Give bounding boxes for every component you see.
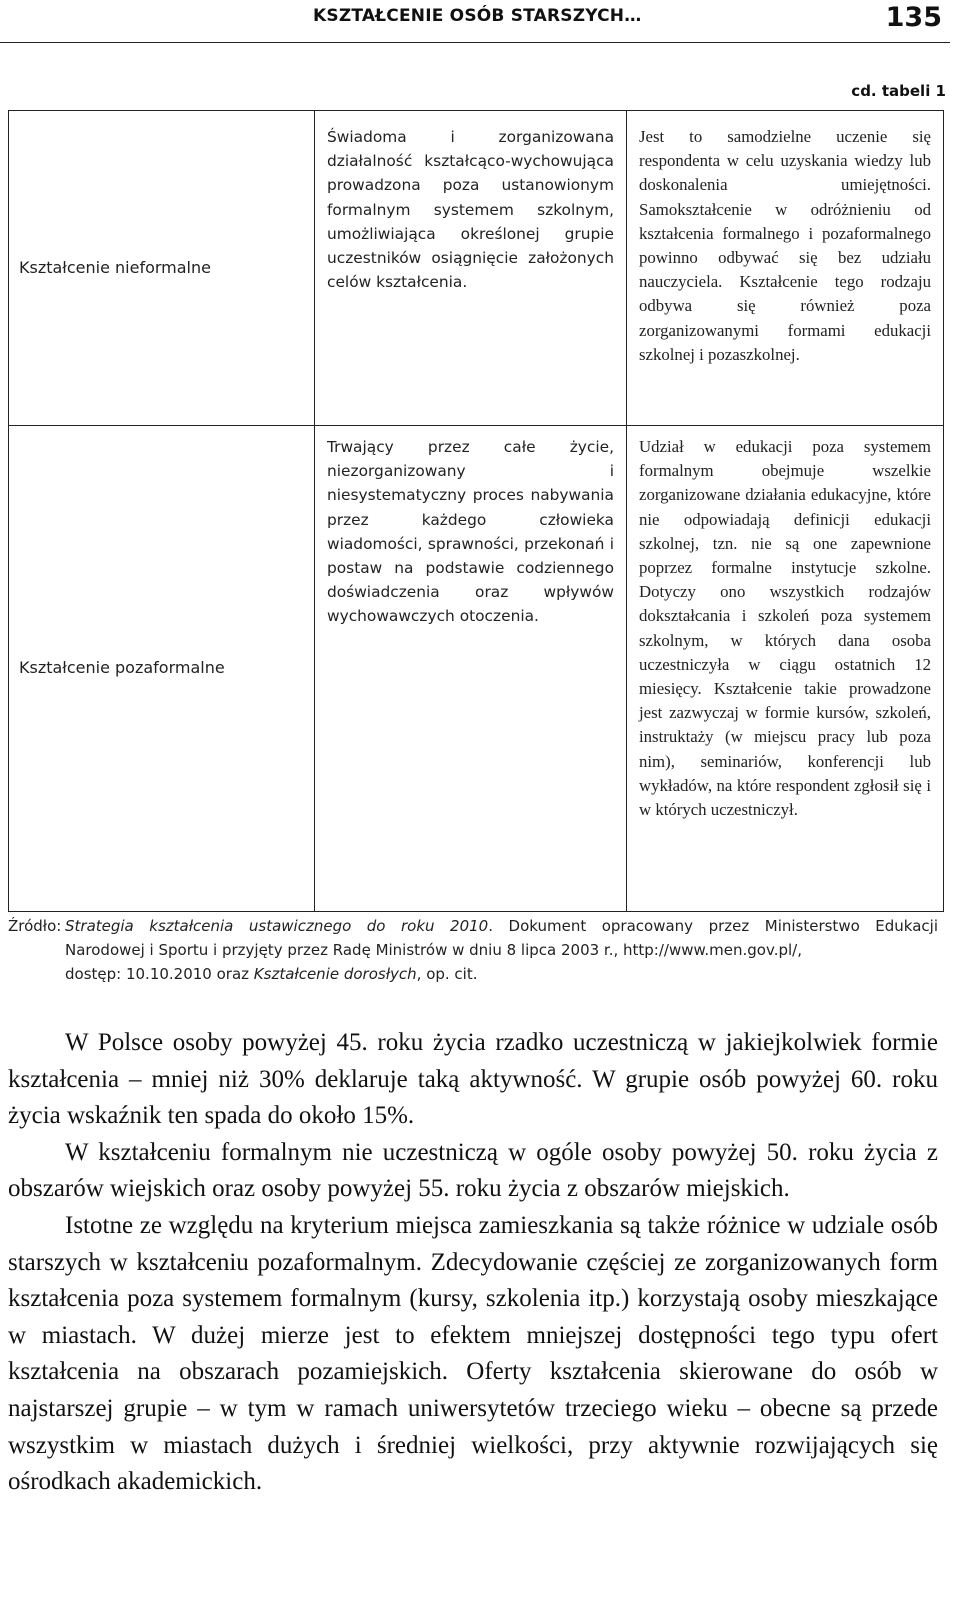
term-cell: Kształcenie pozaformalne	[9, 426, 315, 912]
source-title: Strategia kształcenia ustawicznego do roku 2010	[65, 917, 489, 935]
body-text	[8, 1025, 938, 1501]
source-label: Źródło:	[8, 917, 62, 935]
table-row	[9, 426, 944, 912]
source-line-2: Narodowej i Sportu i przyjęty przez Radę Ministrów w dniu 8 lipca 2003 r., http://www.men.gov.pl/,	[65, 941, 802, 959]
source-text: . Dokument opracowany przez Ministerstwo Edukacji	[488, 917, 938, 935]
source-line-1	[8, 914, 938, 938]
source-line-3: dostęp: 10.10.2010 oraz Kształcenie dorosłych, op. cit.	[65, 965, 478, 983]
paragraph: W kształceniu formalnym nie uczestniczą w ogóle osoby powyżej 50. roku życia z obszarów wiejskich oraz osoby powyżej 55. roku życia z obszarów miejskich.	[8, 1138, 938, 1203]
definition-cell: Trwający przez całe życie, niezorganizowany i niesystematyczny proces nabywania przez każdego człowieka wiadomości, sprawności, przekonań i postaw na podstawie codziennego doświadczenia oraz wpływów wychowawczych otoczenia.	[315, 426, 627, 912]
term-cell: Kształcenie nieformalne	[9, 111, 315, 426]
comment-cell: Jest to samodzielne uczenie się respondenta w celu uzyskania wiedzy lub doskonalenia umiejętności. Samokształcenie w odróżnieniu od kształcenia formalnego i pozaformalnego powinno odbywać się bez udziału nauczyciela. Kształcenie tego rodzaju odbywa się również poza zorganizowanymi formami edukacji szkolnej i pozaszkolnej.	[627, 111, 944, 426]
source-note	[8, 914, 938, 986]
definition-cell: Świadoma i zorganizowana działalność kształcąco-wychowująca prowadzona poza ustanowionym formalnym systemem szkolnym, umożliwiająca określonej grupie uczestników osiągnięcie założonych celów kształcenia.	[315, 111, 627, 426]
table-continuation-label: cd. tabeli 1	[851, 82, 946, 100]
definitions-table	[8, 110, 944, 912]
paragraph: W Polsce osoby powyżej 45. roku życia rzadko uczestniczą w jakiejkolwiek formie kształcenia – mniej niż 30% deklaruje taką aktywność. W grupie osób powyżej 60. roku życia wskaźnik ten spada do około 15%.	[8, 1029, 938, 1130]
page-header	[0, 0, 950, 43]
running-title: KSZTAŁCENIE OSÓB STARSZYCH…	[313, 6, 642, 26]
paragraph: Istotne ze względu na kryterium miejsca zamieszkania są także różnice w udziale osób starszych w kształceniu pozaformalnym. Zdecydowanie częściej ze zorganizowanych form kształcenia poza systemem formalnym (kursy, szkolenia itp.) korzystają osoby mieszkające w miastach. W dużej mierze jest to efektem mniejszej dostępności tego typu ofert kształcenia na obszarach pozamiejskich. Oferty kształcenia skierowane do osób w najstarszej grupie – w tym w ramach uniwersytetów trzeciego wieku – obecne są przede wszystkim w miastach dużych i średniej wielkości, przy aktywnie rozwijających się ośrodkach akademickich.	[8, 1211, 938, 1496]
comment-cell: Udział w edukacji poza systemem formalnym obejmuje wszelkie zorganizowane działania edukacyjne, które nie odpowiadają definicji edukacji szkolnej, tzn. nie są one zapewnione poprzez formalne instytucje szkolne. Dotyczy ono wszystkich rodzajów dokształcania i szkoleń poza systemem szkolnym, w których dana osoba uczestniczyła w ciągu ostatnich 12 miesięcy. Kształcenie takie prowadzone jest zazwyczaj w formie kursów, szkoleń, instruktaży (w miejscu pracy lub poza nim), seminariów, konferencji lub wykładów, na które respondent zgłosił się i w których uczestniczył.	[627, 426, 944, 912]
table-row	[9, 111, 944, 426]
source-italic-ref: Kształcenie dorosłych	[253, 965, 417, 983]
page-number: 135	[885, 2, 942, 33]
